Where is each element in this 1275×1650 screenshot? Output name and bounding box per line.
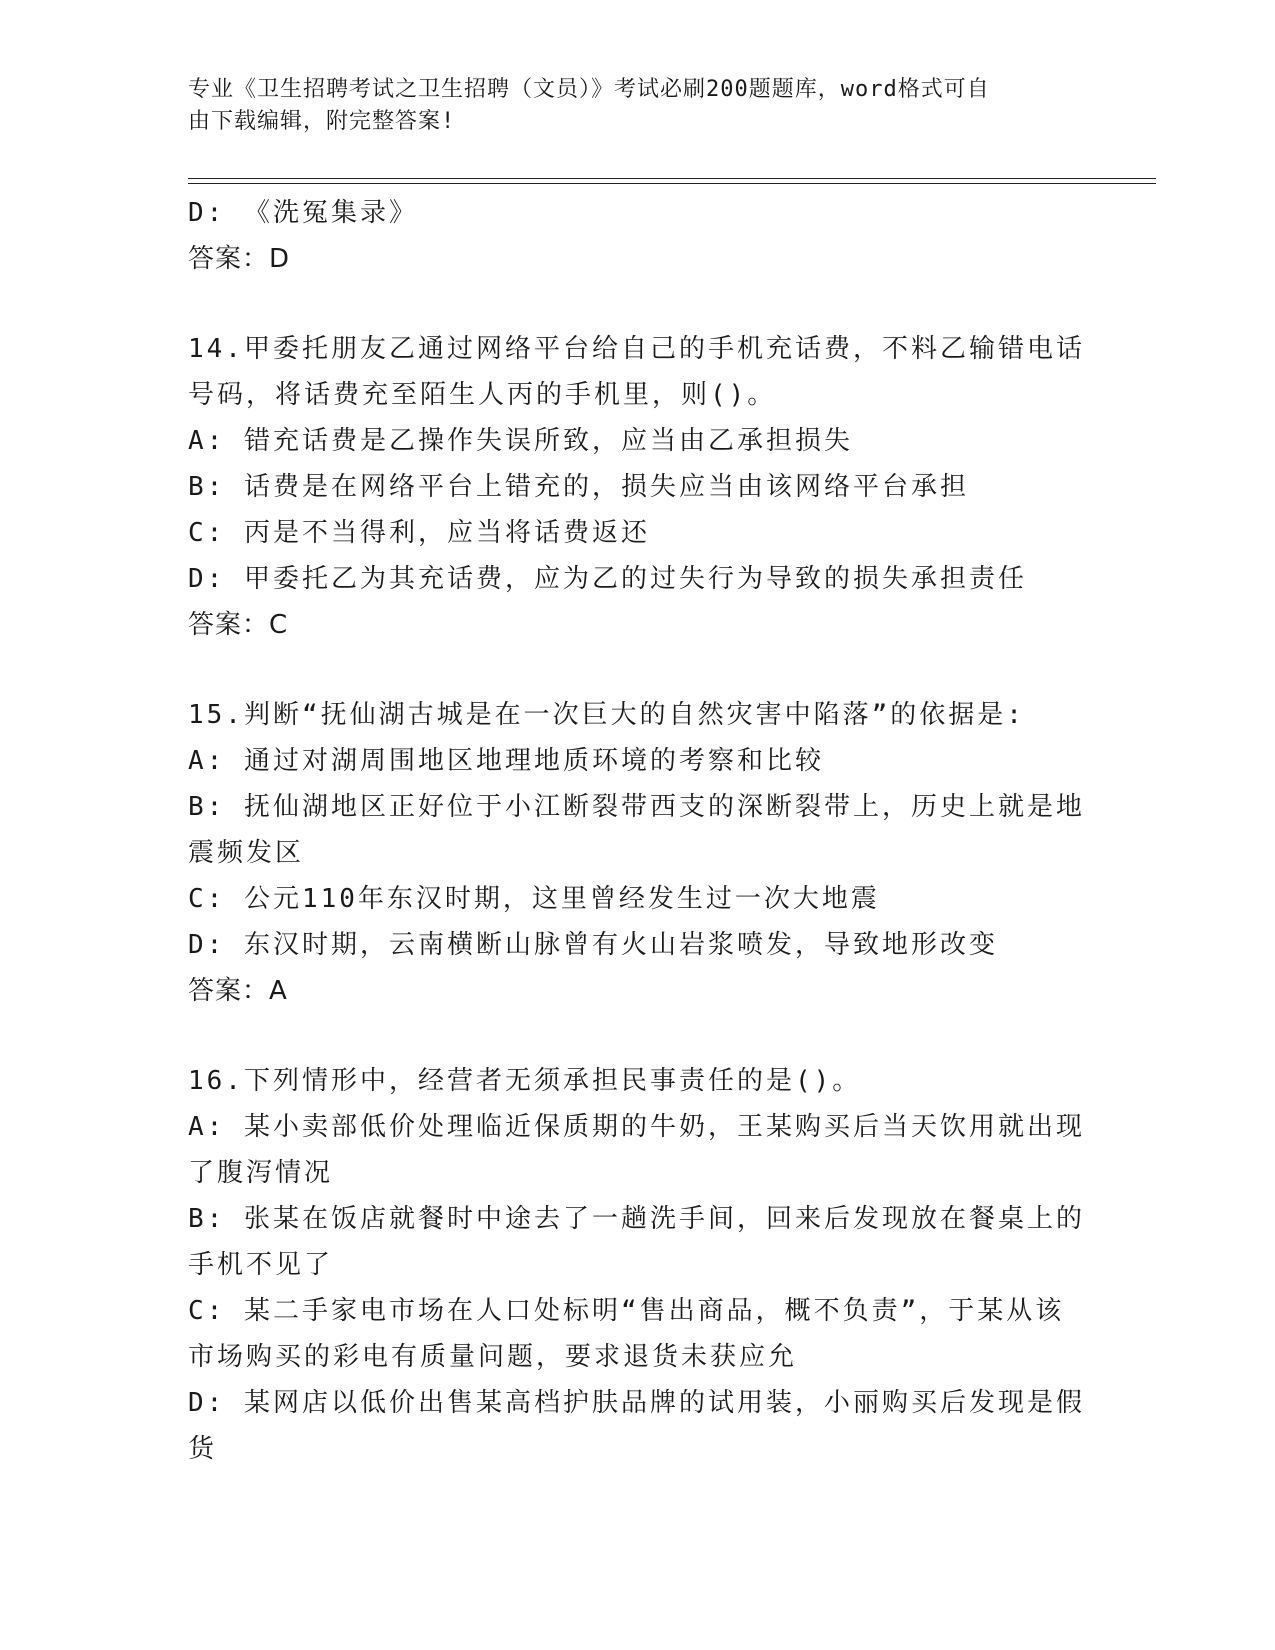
option-c: C: 丙是不当得利，应当将话费返还 xyxy=(188,518,650,548)
question-stem-line: 16.下列情形中，经营者无须承担民事责任的是()。 xyxy=(188,1066,862,1096)
option-b-line-1: B: 张某在饭店就餐时中途去了一趟洗手间，回来后发现放在餐桌上的 xyxy=(188,1204,1085,1234)
option-d: D: 东汉时期，云南横断山脉曾有火山岩浆喷发，导致地形改变 xyxy=(188,930,998,960)
option-c-line-1: C: 某二手家电市场在人口处标明“售出商品，概不负责”，于某从该 xyxy=(188,1296,1065,1326)
option-c-line-2: 市场购买的彩电有质量问题，要求退货未获应允 xyxy=(188,1342,798,1372)
header-rule-bottom xyxy=(188,183,1156,184)
option-a: A: 通过对湖周围地区地理地质环境的考察和比较 xyxy=(188,746,824,776)
option-b-line-1: B: 抚仙湖地区正好位于小江断裂带西支的深断裂带上，历史上就是地 xyxy=(188,792,1085,822)
question-16 xyxy=(188,1058,1088,1472)
question-stem-line: 15.判断“抚仙湖古城是在一次巨大的自然灾害中陷落”的依据是: xyxy=(188,700,1025,730)
question-13-tail xyxy=(188,190,1088,282)
answer-line: 答案：C xyxy=(188,610,289,640)
header-title-line-2: 由下载编辑，附完整答案! xyxy=(188,109,456,134)
question-14 xyxy=(188,326,1088,648)
option-d: D: 《洗冤集录》 xyxy=(188,198,418,228)
option-a: A: 错充话费是乙操作失误所致，应当由乙承担损失 xyxy=(188,426,853,456)
option-d-line-2: 货 xyxy=(188,1434,218,1464)
question-list xyxy=(188,190,1088,1472)
option-b-line-2: 震频发区 xyxy=(188,838,305,868)
answer-line: 答案：D xyxy=(188,244,291,274)
option-c: C: 公元110年东汉时期，这里曾经发生过一次大地震 xyxy=(188,884,880,914)
option-a-line-1: A: 某小卖部低价处理临近保质期的牛奶，王某购买后当天饮用就出现 xyxy=(188,1112,1085,1142)
option-b-line-2: 手机不见了 xyxy=(188,1250,334,1280)
question-stem-line: 号码，将话费充至陌生人丙的手机里，则()。 xyxy=(188,380,777,410)
option-a-line-2: 了腹泻情况 xyxy=(188,1158,334,1188)
answer-line: 答案：A xyxy=(188,976,288,1006)
option-b: B: 话费是在网络平台上错充的，损失应当由该网络平台承担 xyxy=(188,472,969,502)
option-d: D: 甲委托乙为其充话费，应为乙的过失行为导致的损失承担责任 xyxy=(188,564,1027,594)
question-stem-line: 14.甲委托朋友乙通过网络平台给自己的手机充话费，不料乙输错电话 xyxy=(188,334,1085,364)
page-header xyxy=(188,74,1068,138)
header-rule-top xyxy=(188,178,1156,179)
question-15 xyxy=(188,692,1088,1014)
option-d-line-1: D: 某网店以低价出售某高档护肤品牌的试用装，小丽购买后发现是假 xyxy=(188,1388,1085,1418)
header-title-line-1: 专业《卫生招聘考试之卫生招聘（文员）》考试必刷200题题库，word格式可自 xyxy=(188,77,990,102)
